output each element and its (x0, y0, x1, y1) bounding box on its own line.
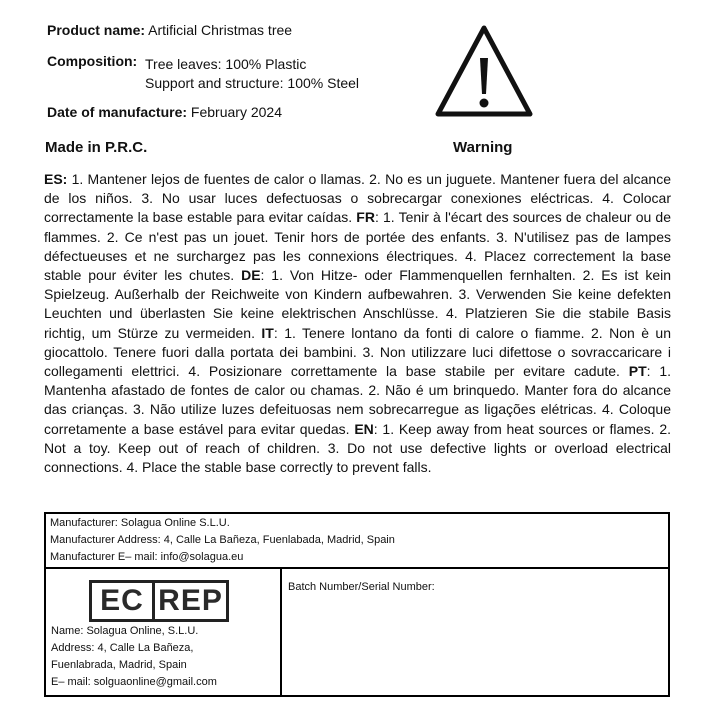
batch-label: Batch Number/Serial Number: (288, 581, 435, 593)
date-label: Date of manufacture: (47, 104, 188, 120)
warning-text-es: 1. Mantener lejos de fuentes de calor o llamas. 2. No es un juguete. Mantener fuera del alcance de los niños. 3. No usar luces defectuosas o sobrecargar conexiones eléctricas. 4. Colocar correctamente la base estable para evitar caídas. (44, 171, 671, 226)
ec-rep-email: E– mail: solguaonline@gmail.com (51, 676, 217, 688)
lang-code-de: DE (241, 267, 261, 284)
made-in: Made in P.R.C. (45, 139, 148, 156)
composition-values (145, 55, 359, 93)
ec-rep-info (51, 623, 217, 691)
safety-warnings-text (44, 170, 671, 477)
warning-text-pt: : 1. Mantenha afastado de fontes de calor ou chamas. 2. Não é um brinquedo. Manter fora do alcance das crianças. 3. Não utilize luzes defeituosas nem sobrecarregue as ligações elétricas. 4. Coloque corretamente a base estável para evitar quedas. (44, 363, 671, 437)
manufacturer-name: Manufacturer: Solagua Online S.L.U. (50, 517, 230, 529)
warning-label: Warning (453, 139, 513, 156)
ec-rep-logo (89, 580, 229, 622)
composition-label: Composition: (47, 53, 138, 69)
manufacturer-address: Manufacturer Address: 4, Calle La Bañeza, Fuenlabada, Madrid, Spain (50, 534, 395, 546)
ec-rep-logo-ec: EC (92, 583, 155, 619)
manufacturer-info (50, 515, 395, 566)
ec-rep-address-2: Fuenlabrada, Madrid, Spain (51, 659, 187, 671)
ec-rep-address-1: Address: 4, Calle La Bañeza, (51, 642, 194, 654)
date-value: February 2024 (190, 104, 282, 120)
manufacturer-email: Manufacturer E– mail: info@solagua.eu (50, 551, 244, 563)
composition-line-1: Tree leaves: 100% Plastic (145, 56, 307, 72)
ec-rep-name: Name: Solagua Online, S.L.U. (51, 625, 199, 637)
warning-text-it: : 1. Tenere lontano da fonti di calore o fiamme. 2. Non è un giocattolo. Tenere fuori dalla portata dei bambini. 3. Non utilizzare luci difettose o sovraccaricare i collegamenti elettrici. 4. Posizionare correttamente la base stabile per evitare cadute. (44, 324, 672, 380)
warning-triangle-icon (432, 22, 536, 122)
lang-code-it: IT (261, 324, 274, 341)
warning-text-fr: : 1. Tenir à l'écart des sources de chaleur ou de flammes. 2. Ce n'est pas un jouet. Tenir hors de portée des enfants. 3. N'utilisez pas de lampes défectueuses et ne surchargez pas les connexions électriques. 4. Placez correctement la base stable pour éviter les chutes. (44, 209, 671, 284)
lang-code-fr: FR (356, 209, 375, 226)
composition-line-2: Support and structure: 100% Steel (145, 75, 360, 91)
ec-rep-logo-rep: REP (158, 584, 223, 617)
composition-row (47, 53, 137, 69)
product-name-value: Artificial Christmas tree (148, 22, 293, 38)
lang-code-pt: PT (628, 363, 647, 380)
warning-text-de: : 1. Von Hitze- oder Flammenquellen fernhalten. 2. Es ist kein Spielzeug. Außerhalb der Reichweite von Kindern aufbewahren. 3. Verwenden Sie keine defekten Leuchten und überlasten Sie keine elektrischen Anschlüsse. 4. Platzieren Sie die stabile Basis richtig, um Stürze zu vermeiden. (44, 267, 671, 341)
product-name-row (47, 22, 292, 38)
product-name-label: Product name: (47, 22, 146, 38)
warning-text-en: : 1. Keep away from heat sources or flames. 2. Not a toy. Keep out of reach of children. 3. Do not use defective lights or overload electrical connections. 4. Place the stable base correctly to prevent falls. (44, 420, 672, 476)
date-row (47, 104, 282, 120)
lang-code-en: EN (354, 420, 374, 437)
lang-code-es: ES: (44, 171, 68, 187)
